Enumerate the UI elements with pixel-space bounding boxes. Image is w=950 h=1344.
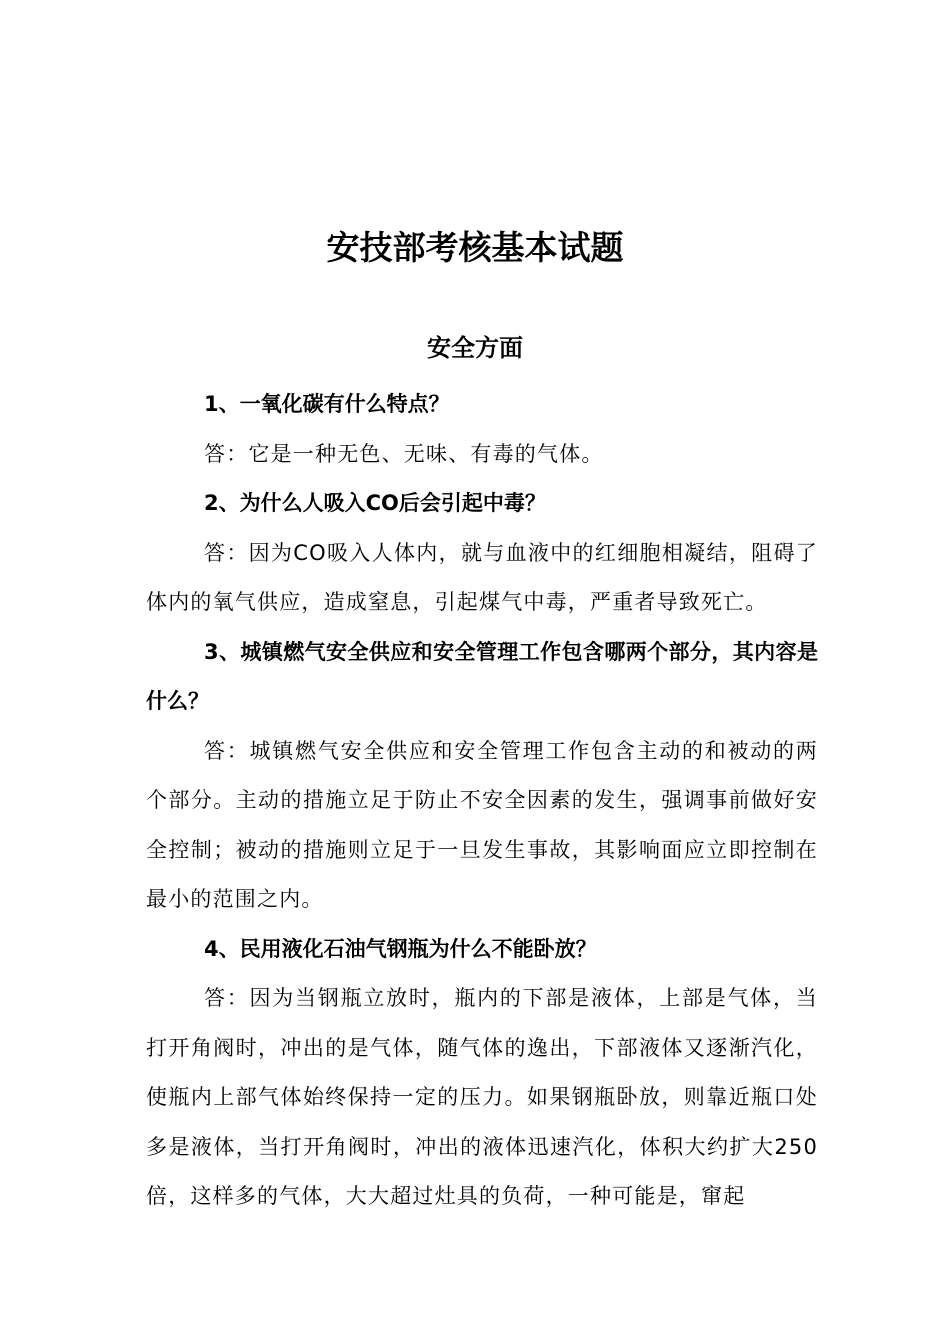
document-title: 安技部考核基本试题 <box>326 228 624 267</box>
question-1: 1、一氧化碳有什么特点？ <box>204 392 450 416</box>
section-heading: 安全方面 <box>427 333 523 362</box>
question-4: 4、民用液化石油气钢瓶为什么不能卧放？ <box>204 936 597 961</box>
answer-2: 答：因为CO吸入人体内，就与血液中的红细胞相凝结，阻碍了体内的氧气供应，造成窒息，引起煤气中毒，严重者导致死亡。 <box>146 540 818 614</box>
answer-1: 答：它是一种无色、无味、有毒的气体。 <box>204 441 604 466</box>
qa-body <box>146 380 818 1222</box>
question-3: 3、城镇燃气安全供应和安全管理工作包含哪两个部分，其内容是什么？ <box>146 639 818 713</box>
question-2: 2、为什么人吸入CO后会引起中毒？ <box>204 491 546 515</box>
answer-3: 答：城镇燃气安全供应和安全管理工作包含主动的和被动的两个部分。主动的措施立足于防止不安全因素的发生，强调事前做好安全控制；被动的措施则立足于一旦发生事故，其影响面应立即控制在最小的范围之内。 <box>146 738 818 911</box>
answer-4: 答：因为当钢瓶立放时，瓶内的下部是液体，上部是气体，当打开角阀时，冲出的是气体，随气体的逸出，下部液体又逐渐汽化，使瓶内上部气体始终保持一定的压力。如果钢瓶卧放，则靠近瓶口处多是液体，当打开角阀时，冲出的液体迅速汽化，体积大约扩大250倍，这样多的气体，大大超过灶具的负荷，一种可能是，窜起 <box>146 986 818 1208</box>
